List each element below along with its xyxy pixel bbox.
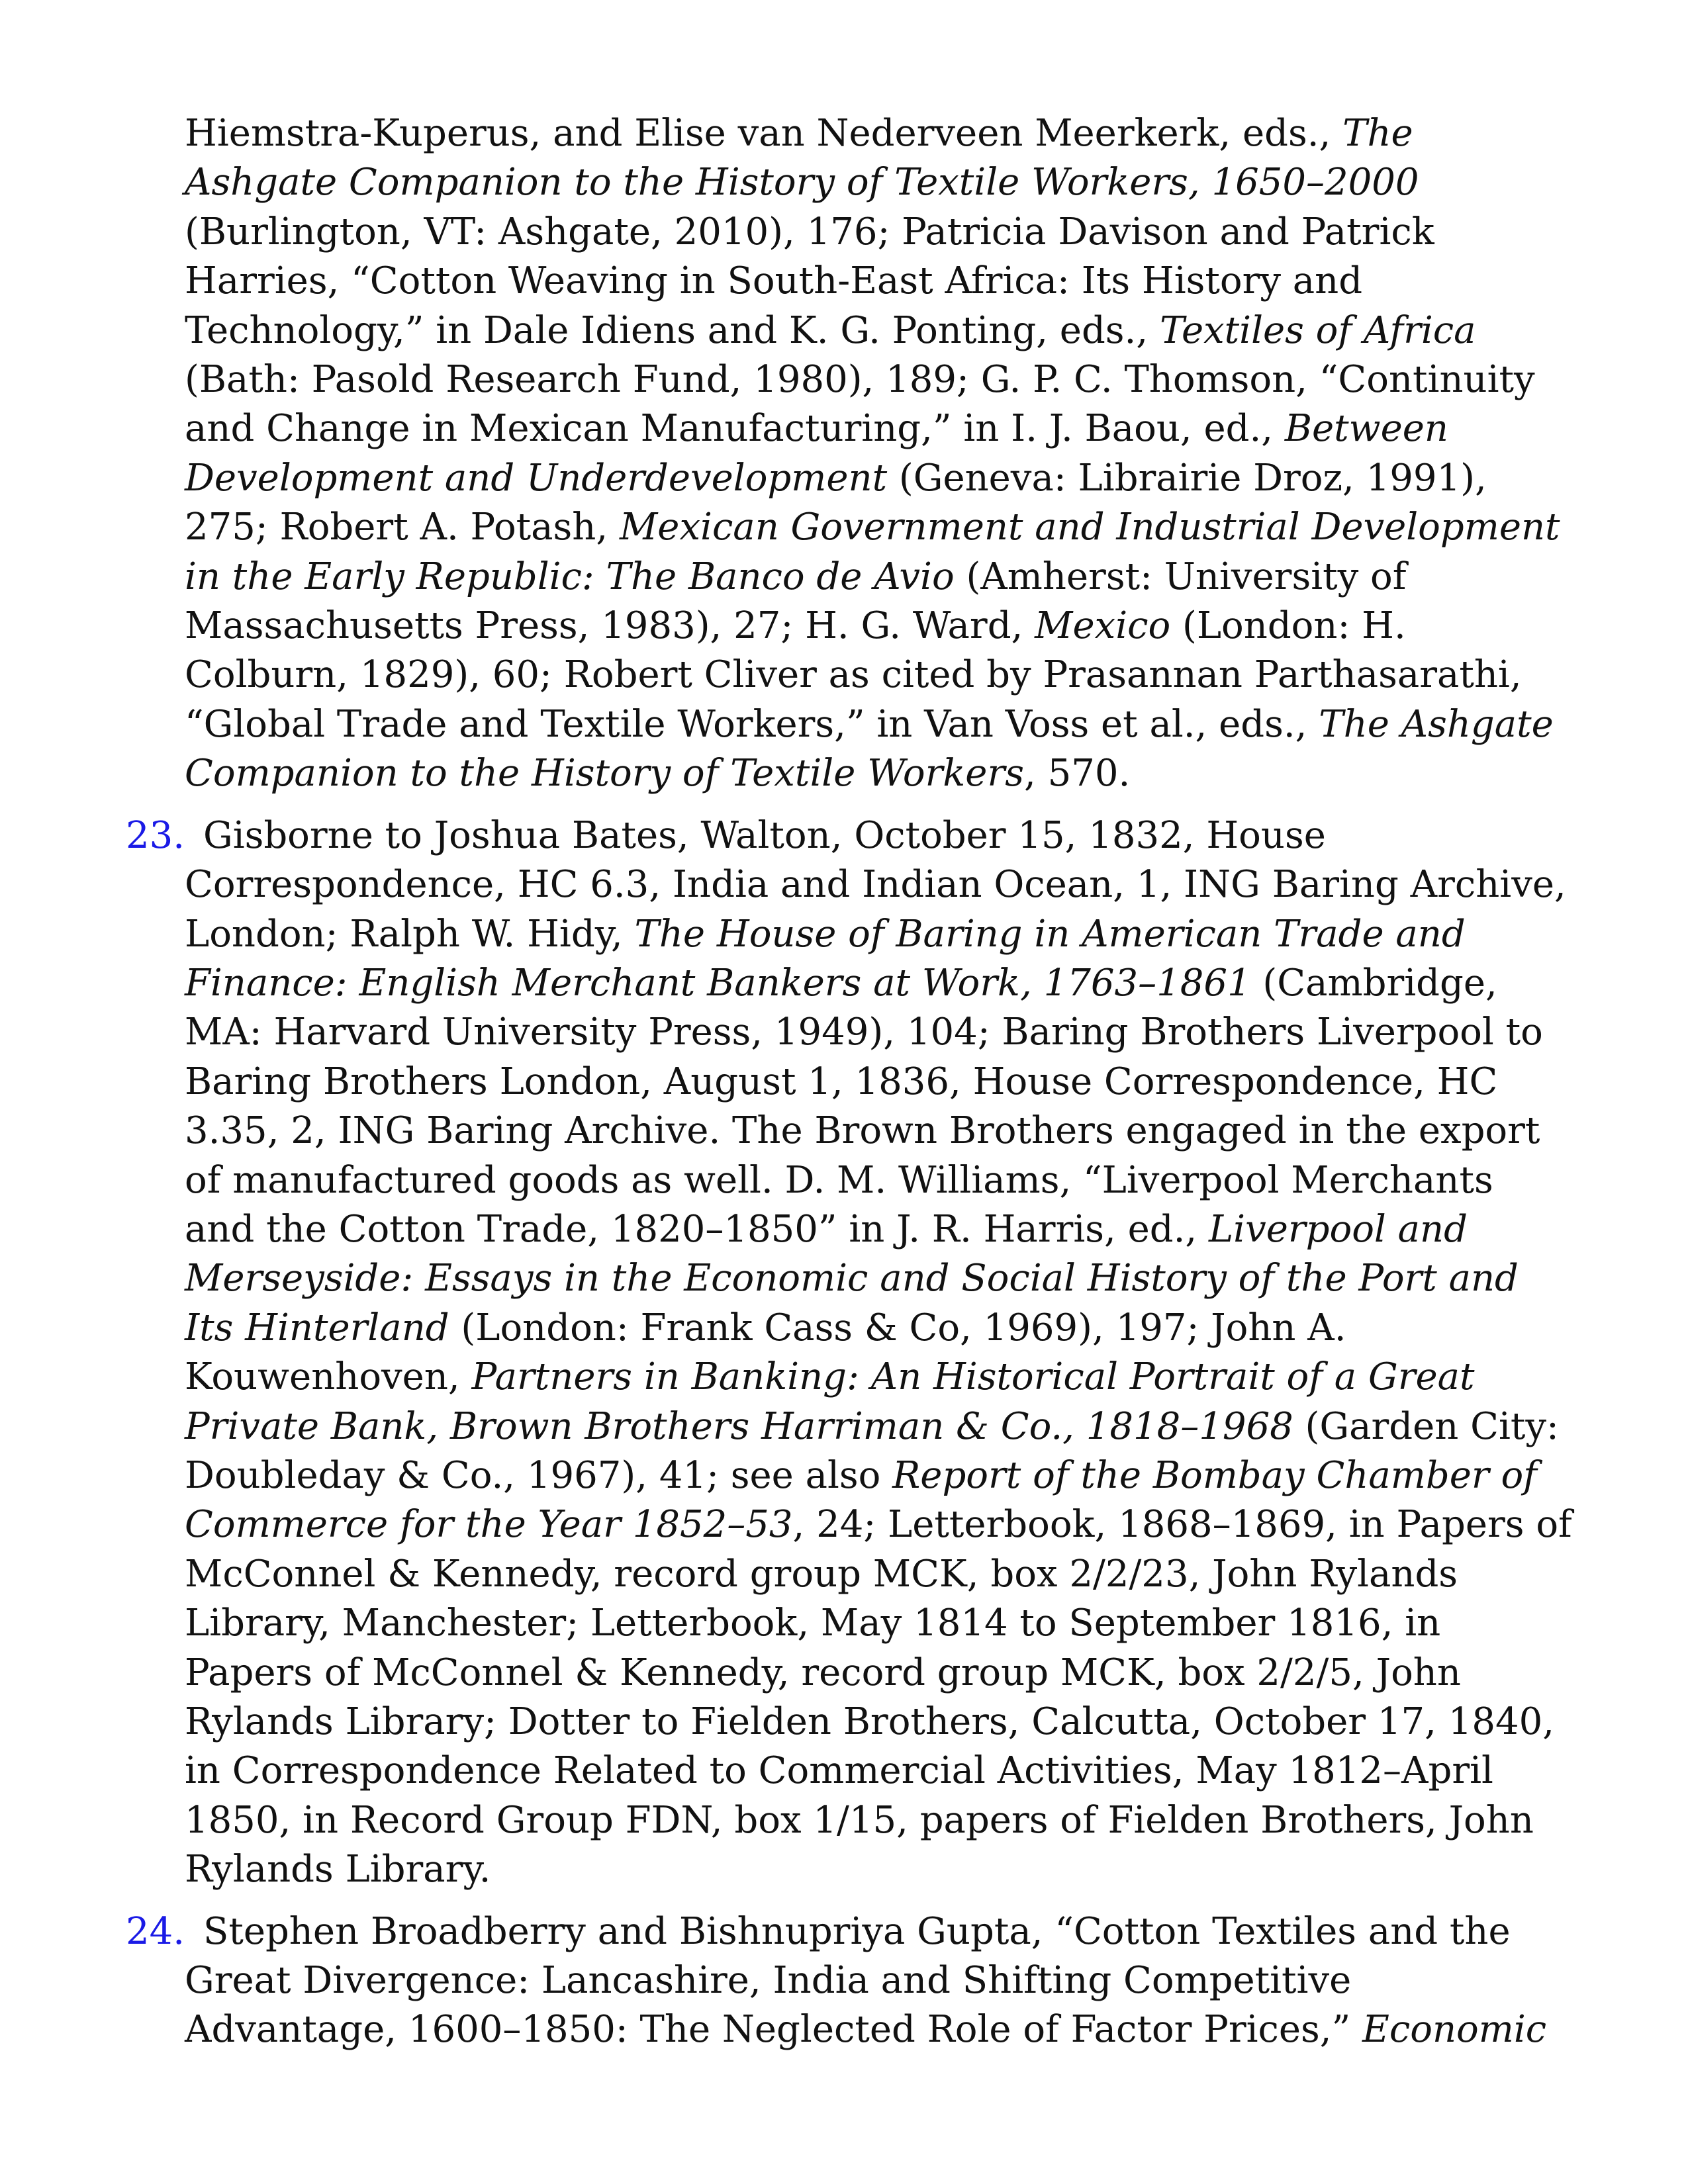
citation-title: Liverpool and Merseyside: Essays in the Economic and Social History of the Port and Its Hinterland [185,1207,1519,1349]
citation-title: The House of Baring in American Trade and Finance: English Merchant Bankers at Work, 1763–1861 [185,912,1466,1005]
endnote-number-link[interactable]: 24. [126,1909,185,1953]
citation-text: (Bath: Pasold Research Fund, 1980), 189; G. P. C. Thomson, “Continuity and Change in Mexican Manufacturing,” in I. J. Baou, ed., [185,358,1535,451]
citation-title: Mexican Government and Industrial Development in the Early Republic: The Banco de Avio [185,506,1560,598]
citation-text: (Garden City: Doubleday & Co., 1967), 41; see also [185,1404,1559,1497]
citation-title: Textiles of Africa [1159,308,1476,352]
citation-text: (Amherst: University of Massachusetts Press, 1983), 27; H. G. Ward, [185,555,1407,648]
citation-text: (London: H. Colburn, 1829), 60; Robert Cliver as cited by Prasannan Parthasarathi, “Global Trade and Textile Workers,” in Van Voss et al., eds., [185,604,1522,746]
endnote [126,1907,1572,2055]
citation-text: , 24; Letterbook, 1868–1869, in Papers of McConnel & Kennedy, record group MCK, box 2/2/23, John Rylands Library, Manchester; Letterbook, May 1814 to September 1816, in Papers of McConnel & Kennedy, record group MCK, box 2/2/5, John Rylands Library; Dotter to Fielden Brothers, Calcutta, October 17, 1840, in Correspondence Related to Commercial Activities, May 1812–April 1850, in Record Group FDN, box 1/15, papers of Fielden Brothers, John Rylands Library. [185,1503,1572,1891]
citation-text: (Geneva: Librairie Droz, 1991), 275; Robert A. Potash, [185,456,1487,549]
endnote-continued [126,109,1572,799]
citation-title: Report of the Bombay Chamber of Commerce for the Year 1852–53 [185,1453,1537,1547]
citation-title: The Ashgate Companion to the History of Textile Workers [185,702,1554,796]
citation-title: Between Development and Underdevelopment [185,407,1448,500]
citation-text: , 570. [1023,752,1131,796]
citation-title: The Ashgate Companion to the History of Textile Workers, 1650–2000 [185,112,1419,205]
endnote-number-link[interactable]: 23. [126,813,185,857]
citation-text: (London: Frank Cass & Co, 1969), 197; John A. Kouwenhoven, [185,1306,1346,1399]
citation-title: Mexico [1035,604,1171,648]
citation-title: Economic [1362,2008,1547,2052]
citation-text: Hiemstra-Kuperus, and Elise van Nederveen Meerkerk, eds., [185,112,1343,155]
endnotes-page [126,109,1572,2068]
citation-text: Gisborne to Joshua Bates, Walton, October 15, 1832, House Correspondence, HC 6.3, India and Indian Ocean, 1, ING Baring Archive, London; Ralph W. Hidy, [185,813,1566,956]
citation-text: (Cambridge, MA: Harvard University Press, 1949), 104; Baring Brothers Liverpool to Baring Brothers London, August 1, 1836, House Correspondence, HC 3.35, 2, ING Baring Archive. The Brown Brothers engaged in the export of manufactured goods as well. D. M. Williams, “Liverpool Merchants and the Cotton Trade, 1820–1850” in J. R. Harris, ed., [185,961,1543,1251]
citation-title: Partners in Banking: An Historical Portrait of a Great Private Bank, Brown Brothers Harriman & Co., 1818–1968 [185,1355,1475,1448]
citation-text: Stephen Broadberry and Bishnupriya Gupta, “Cotton Textiles and the Great Divergence: Lancashire, India and Shifting Competitive Advantage, 1600–1850: The Neglected Role of Factor Prices,” [185,1909,1511,2052]
citation-text: (Burlington, VT: Ashgate, 2010), 176; Patricia Davison and Patrick Harries, “Cotton Weaving in South-East Africa: Its History and Technology,” in Dale Idiens and K. G. Ponting, eds., [185,210,1434,352]
endnote [126,811,1572,1895]
